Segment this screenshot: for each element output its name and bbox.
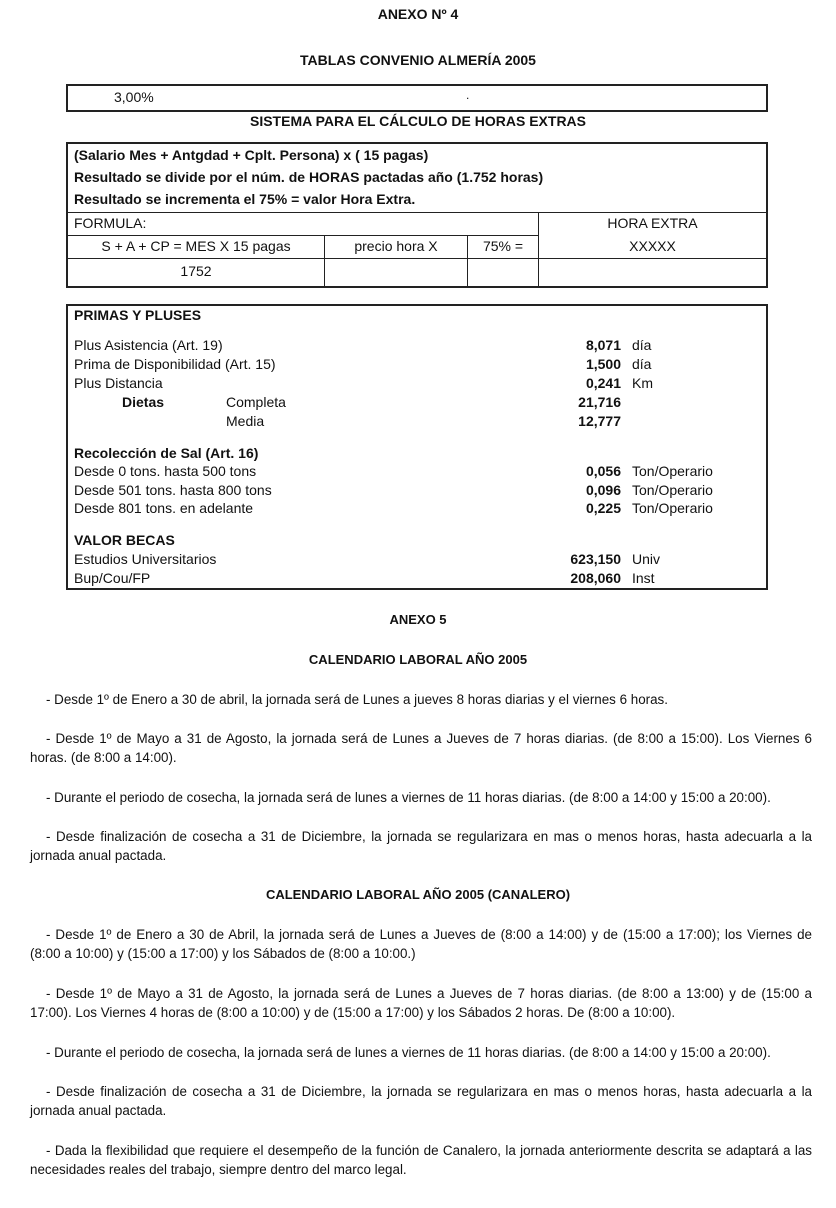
becas-row-2-value: 208,060 <box>570 570 621 586</box>
recoleccion-title: Recolección de Sal (Art. 16) <box>74 445 259 461</box>
annex4-title: ANEXO Nº 4 <box>377 6 459 22</box>
sal-row-3-unit: Ton/Operario <box>632 500 713 516</box>
media-label: Media <box>226 413 265 429</box>
xxxxx-value: XXXXX <box>629 238 676 254</box>
sal-row-2-unit: Ton/Operario <box>632 482 713 498</box>
hours-value: 1752 <box>180 263 212 279</box>
sal-row-1-unit: Ton/Operario <box>632 463 713 479</box>
calc-line-1: (Salario Mes + Antgdad + Cplt. Persona) x ( 15 pagas) <box>74 147 429 163</box>
calendar2-para-4-text: - Desde finalización de cosecha a 31 de Diciembre, la jornada se regularizara en mas o menos horas, hasta adecuarla a la jornada anual pactada. <box>30 1084 812 1118</box>
becas-row-2-unit: Inst <box>632 570 655 586</box>
precio-hora: precio hora X <box>354 238 438 254</box>
primas-title: PRIMAS Y PLUSES <box>74 307 202 323</box>
dietas-label: Dietas <box>122 394 165 410</box>
becas-title: VALOR BECAS <box>74 532 175 548</box>
calc-table <box>66 142 768 288</box>
prima-disp-unit: día <box>632 356 652 372</box>
tables-title: TABLAS CONVENIO ALMERÍA 2005 <box>300 52 536 68</box>
primas-box <box>66 304 768 590</box>
completa-label: Completa <box>226 394 286 410</box>
prima-disp-value: 1,500 <box>585 356 621 372</box>
prima-disp-label: Prima de Disponibilidad (Art. 15) <box>74 356 276 372</box>
calendar2-para-5 <box>30 1141 812 1179</box>
becas-row-1-value: 623,150 <box>570 551 621 567</box>
plus-distancia-unit: Km <box>632 375 653 391</box>
formula-label: FORMULA: <box>74 215 147 231</box>
sal-row-3-label: Desde 801 tons. en adelante <box>74 500 254 516</box>
calendar1-para-3 <box>30 788 812 807</box>
anexo5-title: ANEXO 5 <box>389 612 447 627</box>
calendar1-para-3-text: - Durante el periodo de cosecha, la jornada será de lunes a viernes de 11 horas diarias. (de 8:00 a 14:00 y 15:00 a 20:00). <box>46 790 771 805</box>
percent-value: 3,00% <box>114 89 154 105</box>
calendar2-para-3 <box>30 1043 812 1062</box>
sal-row-1-value: 0,056 <box>585 463 621 479</box>
calendar1-para-2-text: - Desde 1º de Mayo a 31 de Agosto, la jornada será de Lunes a Jueves de 7 horas diarias. (de 8:00 a 15:00). Los Viernes 6 horas. (de 8:00 a 14:00). <box>30 731 812 765</box>
calendar1-para-2 <box>30 729 812 767</box>
plus-distancia-value: 0,241 <box>585 375 621 391</box>
calendar1-title: CALENDARIO LABORAL AÑO 2005 <box>308 652 528 667</box>
calendar1-para-4 <box>30 827 812 865</box>
calendar1-para-4-text: - Desde finalización de cosecha a 31 de Diciembre, la jornada se regularizara en mas o menos horas, hasta adecuarla a la jornada anual pactada. <box>30 829 812 863</box>
calc-divider-3 <box>68 258 766 259</box>
calendar2-para-2 <box>30 984 812 1022</box>
becas-row-1-unit: Univ <box>632 551 661 567</box>
sistema-title: SISTEMA PARA EL CÁLCULO DE HORAS EXTRAS <box>249 113 587 129</box>
plus-asistencia-value: 8,071 <box>585 337 621 353</box>
calendar2-para-3-text: - Durante el periodo de cosecha, la jornada será de lunes a viernes de 11 horas diarias. (de 8:00 a 14:00 y 15:00 a 20:00). <box>46 1045 771 1060</box>
becas-row-1-label: Estudios Universitarios <box>74 551 217 567</box>
calendar2-para-2-text: - Desde 1º de Mayo a 31 de Agosto, la jornada será de Lunes a Jueves de 7 horas diarias. (de 8:00 a 13:00) y de (15:00 a 17:00). Los Viernes 4 horas de (8:00 a 10:00) y de (15:00 a 17:00) y los Sábados 2 horas. De (8:00 a 10:00). <box>30 986 812 1020</box>
sal-row-2-value: 0,096 <box>585 482 621 498</box>
calendar2-para-5-text: - Dada la flexibilidad que requiere el desempeño de la función de Canalero, la jornada anteriormente descrita se adaptará a las necesidades reales del trabajo, siempre dentro del marco legal. <box>30 1143 812 1177</box>
plus-asistencia-label: Plus Asistencia (Art. 19) <box>74 337 223 353</box>
sal-row-1-label: Desde 0 tons. hasta 500 tons <box>74 463 257 479</box>
formula-text: S + A + CP = MES X 15 pagas <box>101 238 291 254</box>
sal-row-3-value: 0,225 <box>585 500 621 516</box>
calc-line-3: Resultado se incrementa el 75% = valor Hora Extra. <box>74 191 416 207</box>
pct-75: 75% = <box>482 238 524 254</box>
media-value: 12,777 <box>578 413 621 429</box>
plus-asistencia-unit: día <box>632 337 652 353</box>
calendar1-para-1-text: - Desde 1º de Enero a 30 de abril, la jornada será de Lunes a jueves 8 horas diarias y el viernes 6 horas. <box>46 692 668 707</box>
calendar2-title: CALENDARIO LABORAL AÑO 2005 (CANALERO) <box>265 887 571 902</box>
calendar1-para-1 <box>30 690 812 709</box>
calendar2-para-4 <box>30 1082 812 1120</box>
sal-row-2-label: Desde 501 tons. hasta 800 tons <box>74 482 272 498</box>
calc-divider-1 <box>68 212 766 213</box>
plus-distancia-label: Plus Distancia <box>74 375 163 391</box>
percent-dot: . <box>466 88 470 102</box>
percent-box <box>66 84 768 112</box>
hora-extra-label: HORA EXTRA <box>607 215 698 231</box>
becas-row-2-label: Bup/Cou/FP <box>74 570 151 586</box>
calendar2-para-1-text: - Desde 1º de Enero a 30 de Abril, la jornada será de Lunes a Jueves de (8:00 a 14:00) y de (15:00 a 17:00); los Viernes de (8:00 a 10:00) y (15:00 a 17:00) y los Sábados de (8:00 a 10:00.) <box>30 927 812 961</box>
completa-value: 21,716 <box>578 394 621 410</box>
calendar2-para-1 <box>30 925 812 963</box>
calc-line-2: Resultado se divide por el núm. de HORAS pactadas año (1.752 horas) <box>74 169 544 185</box>
